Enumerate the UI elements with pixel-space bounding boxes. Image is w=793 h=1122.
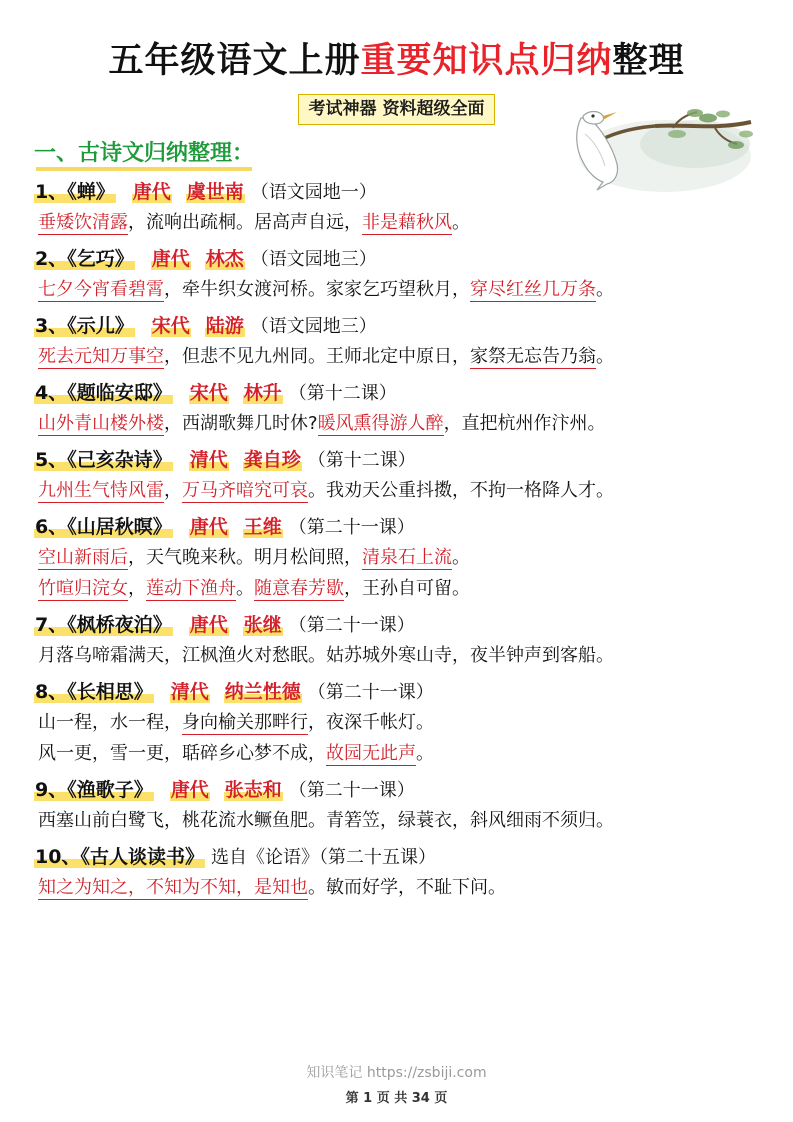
poem-block bbox=[34, 776, 759, 836]
poem-title: 5、《己亥杂诗》 bbox=[35, 449, 172, 471]
poem-title: 6、《山居秋暝》 bbox=[35, 516, 172, 538]
poem-author: 陆游 bbox=[205, 315, 244, 337]
poem-text-segment: 莲动下渔舟 bbox=[146, 578, 236, 599]
poem-text-segment: 。我劝天公重抖擞，不拘一格降人才。 bbox=[308, 480, 614, 501]
poem-heading bbox=[34, 611, 759, 640]
poem-text-segment: 非是藉秋风 bbox=[362, 212, 452, 233]
poem-line bbox=[38, 542, 759, 573]
poem-block bbox=[34, 379, 759, 439]
poem-line bbox=[38, 805, 759, 836]
title-part1: 五年级语文上册 bbox=[108, 41, 361, 81]
poem-title: 3、《示儿》 bbox=[35, 315, 134, 337]
poem-block bbox=[34, 611, 759, 671]
poem-block bbox=[34, 178, 759, 238]
poem-dynasty: 清代 bbox=[170, 681, 209, 703]
poem-text-segment: 万马齐喑究可哀 bbox=[182, 480, 308, 501]
poem-text-segment: 垂矮饮清露 bbox=[38, 212, 128, 233]
poem-text-segment: 山一程，水一程， bbox=[38, 712, 182, 733]
poem-dynasty: 清代 bbox=[189, 449, 228, 471]
poem-text-segment: 风一更，雪一更，聒碎乡心梦不成， bbox=[38, 743, 326, 764]
poem-text-segment: 穿尽红丝几万条 bbox=[470, 279, 596, 300]
poem-block bbox=[34, 245, 759, 305]
poem-line bbox=[38, 640, 759, 671]
poem-author: 林升 bbox=[243, 382, 282, 404]
poem-title: 1、《蝉》 bbox=[35, 181, 115, 203]
poem-source: （第二十一课） bbox=[288, 517, 415, 538]
poem-line bbox=[38, 872, 759, 903]
poem-title: 2、《乞巧》 bbox=[35, 248, 134, 270]
poem-line bbox=[38, 573, 759, 604]
poem-text-segment: 。 bbox=[236, 578, 254, 599]
poem-title: 7、《枫桥夜泊》 bbox=[35, 614, 172, 636]
poem-author: 龚自珍 bbox=[243, 449, 301, 471]
poem-source: 选自《论语》（第二十五课） bbox=[210, 847, 436, 868]
poem-author: 王维 bbox=[243, 516, 282, 538]
poem-text-segment: 。 bbox=[596, 346, 614, 367]
title-part2: 整理 bbox=[612, 41, 685, 81]
poem-text-segment: 身向榆关那畔行 bbox=[182, 712, 308, 733]
poem-heading bbox=[34, 513, 759, 542]
poem-text-segment: ， bbox=[164, 480, 182, 501]
poem-dynasty: 宋代 bbox=[151, 315, 190, 337]
poem-line bbox=[38, 274, 759, 305]
section-heading: 一、古诗文归纳整理： bbox=[34, 139, 254, 171]
poem-dynasty: 唐代 bbox=[132, 181, 171, 203]
poem-dynasty: 唐代 bbox=[170, 779, 209, 801]
poem-block bbox=[34, 843, 759, 903]
subtitle-row bbox=[34, 94, 759, 125]
poem-heading bbox=[34, 312, 759, 341]
poem-text-segment: 清泉石上流 bbox=[362, 547, 452, 568]
poem-text-segment: 。 bbox=[416, 743, 434, 764]
poem-source: （语文园地三） bbox=[250, 249, 377, 270]
poem-text-segment: ， bbox=[128, 578, 146, 599]
poem-text-segment: 月落乌啼霜满天，江枫渔火对愁眠。姑苏城外寒山寺，夜半钟声到客船。 bbox=[38, 645, 614, 666]
poem-line bbox=[38, 738, 759, 769]
poem-heading bbox=[34, 776, 759, 805]
poem-block bbox=[34, 446, 759, 506]
poem-heading bbox=[34, 379, 759, 408]
poem-author: 张继 bbox=[243, 614, 282, 636]
poem-heading bbox=[34, 843, 759, 872]
poem-author: 林杰 bbox=[205, 248, 244, 270]
poem-text-segment: 七夕今宵看碧霄 bbox=[38, 279, 164, 300]
poem-text-segment: 。 bbox=[452, 547, 470, 568]
poem-heading bbox=[34, 446, 759, 475]
poem-block bbox=[34, 513, 759, 604]
poem-line bbox=[38, 341, 759, 372]
poem-text-segment: 随意春芳歇 bbox=[254, 578, 344, 599]
poem-line bbox=[38, 207, 759, 238]
poem-text-segment: 九州生气恃风雷 bbox=[38, 480, 164, 501]
poem-heading bbox=[34, 678, 759, 707]
poem-source: （第十二课） bbox=[288, 383, 397, 404]
poem-text-segment: 。 bbox=[596, 279, 614, 300]
poem-text-segment: ，夜深千帐灯。 bbox=[308, 712, 434, 733]
poem-dynasty: 唐代 bbox=[189, 516, 228, 538]
poem-text-segment: 死去元知万事空 bbox=[38, 346, 164, 367]
poem-text-segment: ，流响出疏桐。居高声自远， bbox=[128, 212, 362, 233]
poem-text-segment: 家祭无忘告乃翁 bbox=[470, 346, 596, 367]
poem-author: 纳兰性德 bbox=[224, 681, 301, 703]
poem-text-segment: ，王孙自可留。 bbox=[344, 578, 470, 599]
poem-list bbox=[34, 178, 759, 903]
poem-line bbox=[38, 408, 759, 439]
poem-title: 9、《渔歌子》 bbox=[35, 779, 153, 801]
poem-text-segment: 暖风熏得游人醉 bbox=[317, 413, 444, 434]
poem-heading bbox=[34, 178, 759, 207]
poem-source: （第二十一课） bbox=[307, 682, 434, 703]
page-number: 第 1 页 共 34 页 bbox=[345, 1091, 448, 1106]
poem-title: 8、《长相思》 bbox=[35, 681, 153, 703]
poem-text-segment: 竹喧归浣女 bbox=[38, 578, 128, 599]
poem-block bbox=[34, 678, 759, 769]
poem-text-segment: 西塞山前白鹭飞，桃花流水鳜鱼肥。青箬笠，绿蓑衣，斜风细雨不须归。 bbox=[38, 810, 614, 831]
poem-text-segment: 山外青山楼外楼 bbox=[38, 413, 164, 434]
poem-dynasty: 唐代 bbox=[189, 614, 228, 636]
subtitle-badge: 考试神器 资料超级全面 bbox=[298, 94, 496, 125]
watermark: 知识笔记 https://zsbiji.com bbox=[306, 1065, 487, 1081]
poem-source: （第十二课） bbox=[307, 450, 416, 471]
poem-text-segment: ，牵牛织女渡河桥。家家乞巧望秋月， bbox=[164, 279, 470, 300]
poem-source: （语文园地一） bbox=[250, 182, 377, 203]
poem-block bbox=[34, 312, 759, 372]
poem-source: （第二十一课） bbox=[288, 615, 415, 636]
poem-title: 4、《题临安邸》 bbox=[35, 382, 172, 404]
poem-text-segment: ，西湖歌舞几时休? bbox=[164, 413, 318, 434]
title-highlight: 重要知识点归纳 bbox=[360, 41, 613, 81]
poem-source: （第二十一课） bbox=[288, 780, 415, 801]
poem-dynasty: 宋代 bbox=[189, 382, 228, 404]
poem-text-segment: ，但悲不见九州同。王师北定中原日， bbox=[164, 346, 470, 367]
poem-author: 张志和 bbox=[224, 779, 282, 801]
poem-source: （语文园地三） bbox=[250, 316, 377, 337]
page-title bbox=[34, 38, 759, 84]
section-heading-row bbox=[34, 125, 759, 171]
poem-text-segment: ，直把杭州作汴州。 bbox=[443, 413, 606, 434]
poem-text-segment: 。敏而好学，不耻下问。 bbox=[308, 877, 506, 898]
poem-text-segment: ，天气晚来秋。明月松间照， bbox=[128, 547, 362, 568]
poem-text-segment: 故园无此声 bbox=[326, 743, 416, 764]
poem-title: 10、《古人谈读书》 bbox=[35, 846, 204, 868]
poem-heading bbox=[34, 245, 759, 274]
poem-text-segment: 。 bbox=[452, 212, 470, 233]
poem-text-segment: 空山新雨后 bbox=[38, 547, 128, 568]
poem-line bbox=[38, 475, 759, 506]
poem-line bbox=[38, 707, 759, 738]
poem-text-segment: 知之为知之，不知为不知，是知也 bbox=[38, 877, 308, 898]
poem-author: 虞世南 bbox=[186, 181, 244, 203]
poem-dynasty: 唐代 bbox=[151, 248, 190, 270]
